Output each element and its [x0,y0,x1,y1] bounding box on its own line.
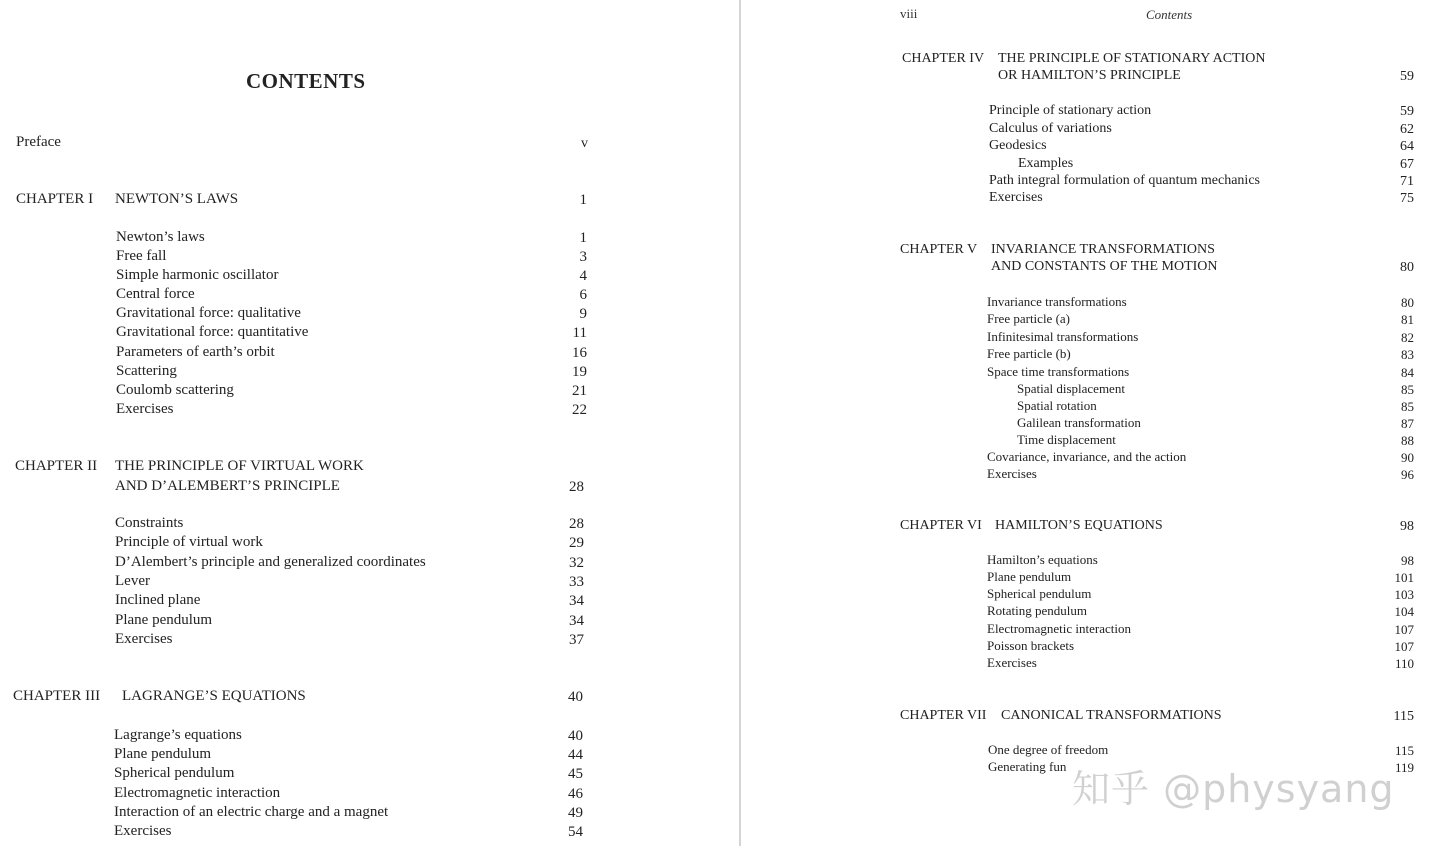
right-page [741,0,1435,846]
section-page: 83 [1401,347,1414,362]
section-title: Simple harmonic oscillator [116,267,279,283]
chapter-page: 40 [568,689,583,705]
section-page: 107 [1394,639,1414,654]
section-page: 84 [1401,365,1414,380]
section-title: Invariance transformations [987,294,1127,309]
section-page: 28 [569,516,584,532]
section-title: Exercises [987,655,1037,670]
section-page: 98 [1401,553,1414,568]
section-title: Space time transformations [987,364,1130,379]
section-title: Poisson brackets [987,638,1075,653]
chapter-title: CANONICAL TRANSFORMATIONS [1001,708,1222,723]
section-title: Path integral formulation of quantum mechanics [989,173,1260,188]
section-title: Generating fun [988,759,1067,774]
section-title: Free particle (a) [987,311,1071,326]
section-page: 29 [569,535,584,551]
section-page: 34 [569,613,584,629]
section-title: Covariance, invariance, and the action [987,449,1187,464]
section-title: Plane pendulum [987,569,1072,584]
section-page: 21 [572,383,587,399]
section-title: Electromagnetic interaction [114,785,281,801]
section-title: Exercises [987,466,1037,481]
section-title: Lever [115,573,150,589]
section-page: 75 [1400,191,1414,206]
section-page: 54 [568,824,583,840]
section-page: 90 [1401,450,1414,465]
page-number: viii [900,6,918,21]
section-page: 103 [1394,587,1414,602]
section-title: Newton’s laws [116,229,205,245]
chapter-title: AND CONSTANTS OF THE MOTION [991,259,1218,274]
preface-label: Preface [16,134,61,150]
section-title: Galilean transformation [1017,415,1141,430]
section-title: Gravitational force: quantitative [116,324,309,340]
section-title: Spherical pendulum [114,765,235,781]
section-page: 44 [568,747,583,763]
section-page: 85 [1401,399,1414,414]
section-title: Plane pendulum [115,612,213,628]
section-page: 45 [568,766,583,782]
section-page: 9 [579,306,587,322]
chapter-title: THE PRINCIPLE OF STATIONARY ACTION [998,51,1266,66]
section-page: 6 [579,287,587,303]
section-title: Inclined plane [115,592,201,608]
section-title: Exercises [116,401,174,417]
section-page: 107 [1394,622,1414,637]
section-title: Central force [116,286,195,302]
section-page: 22 [572,402,587,418]
section-page: 62 [1400,122,1414,137]
section-page: 16 [572,345,587,361]
section-title: Free particle (b) [987,346,1071,361]
section-title: Interaction of an electric charge and a magnet [114,804,389,820]
chapter-label: CHAPTER IV [902,51,985,66]
chapter-title: HAMILTON’S EQUATIONS [995,518,1163,533]
section-page: 3 [579,249,587,265]
section-page: 85 [1401,382,1414,397]
section-page: 119 [1394,760,1414,775]
section-title: Rotating pendulum [987,603,1088,618]
chapter-title: INVARIANCE TRANSFORMATIONS [991,242,1215,257]
section-title: Coulomb scattering [116,382,234,398]
watermark: 知乎 @physyang [1072,767,1395,811]
chapter-page: 115 [1393,709,1414,724]
section-title: Time displacement [1017,432,1116,447]
section-page: 104 [1394,604,1414,619]
section-page: 80 [1401,295,1414,310]
section-page: 33 [569,574,584,590]
section-page: 115 [1394,743,1414,758]
section-title: Hamilton’s equations [987,552,1098,567]
section-page: 67 [1400,157,1414,172]
section-title: Spatial displacement [1017,381,1125,396]
section-title: Scattering [116,363,177,379]
section-page: 1 [579,230,587,246]
section-title: One degree of freedom [988,742,1109,757]
chapter-page: 98 [1400,519,1414,534]
section-title: Plane pendulum [114,746,212,762]
chapter-label: CHAPTER I [16,191,94,207]
section-page: 4 [579,268,587,284]
chapter-page: 59 [1400,69,1414,84]
chapter-title: NEWTON’S LAWS [115,191,239,207]
chapter-page: 28 [569,479,584,495]
chapter-label: CHAPTER II [15,458,98,474]
section-title: Exercises [989,190,1043,205]
chapter-title: AND D’ALEMBERT’S PRINCIPLE [115,478,340,494]
section-title: Electromagnetic interaction [987,621,1132,636]
contents-title: CONTENTS [246,69,366,93]
section-page: 32 [569,555,584,571]
section-page: 82 [1401,330,1414,345]
section-page: 71 [1400,174,1414,189]
section-title: Lagrange’s equations [114,727,242,743]
section-title: Examples [1018,156,1074,171]
section-page: 88 [1401,433,1414,448]
section-title: Principle of virtual work [115,534,263,550]
section-page: 34 [569,593,584,609]
section-title: Calculus of variations [989,121,1112,136]
preface-page: v [581,136,588,151]
section-page: 11 [572,325,587,341]
section-title: Exercises [115,631,173,647]
section-page: 59 [1400,104,1414,119]
chapter-title: LAGRANGE’S EQUATIONS [122,688,306,704]
section-page: 19 [572,364,587,380]
chapter-label: CHAPTER III [13,688,101,704]
section-page: 81 [1401,312,1414,327]
section-title: Geodesics [989,138,1047,153]
section-page: 46 [568,786,583,802]
section-page: 49 [568,805,583,821]
section-title: D’Alembert’s principle and generalized coordinates [115,554,426,570]
chapter-page: 1 [579,192,587,208]
section-page: 110 [1394,656,1414,671]
section-page: 87 [1401,416,1414,431]
chapter-label: CHAPTER V [900,242,978,257]
section-page: 101 [1394,570,1414,585]
chapter-page: 80 [1400,260,1414,275]
section-page: 64 [1400,139,1414,154]
section-title: Constraints [115,515,184,531]
section-title: Free fall [116,248,167,264]
section-title: Gravitational force: qualitative [116,305,301,321]
section-page: 37 [569,632,584,648]
section-title: Parameters of earth’s orbit [116,344,275,360]
running-title: Contents [1146,7,1193,22]
chapter-label: CHAPTER VI [900,518,982,533]
chapter-title: THE PRINCIPLE OF VIRTUAL WORK [115,458,364,474]
chapter-title: OR HAMILTON’S PRINCIPLE [998,68,1181,83]
section-title: Infinitesimal transformations [987,329,1139,344]
section-page: 96 [1401,467,1414,482]
section-title: Principle of stationary action [989,103,1152,118]
section-page: 40 [568,728,583,744]
chapter-label: CHAPTER VII [900,708,987,723]
section-title: Spatial rotation [1017,398,1097,413]
section-title: Exercises [114,823,172,839]
section-title: Spherical pendulum [987,586,1092,601]
